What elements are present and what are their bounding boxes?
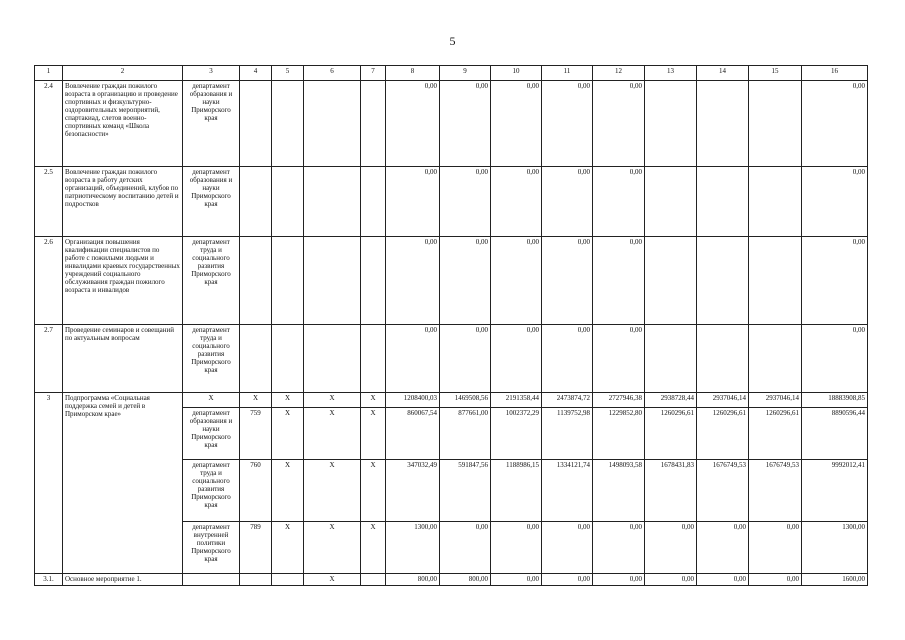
- amount-cell: 0,00: [542, 167, 593, 237]
- table-row: [35, 325, 868, 393]
- cell: [304, 167, 361, 237]
- cell: Х: [272, 408, 304, 460]
- amount-cell: 18883908,85: [802, 393, 868, 408]
- amount-cell: 0,00: [697, 522, 749, 574]
- cell: [272, 167, 304, 237]
- cell: Х: [304, 460, 361, 522]
- amount-cell: 1469508,56: [440, 393, 491, 408]
- amount-cell: 0,00: [386, 167, 440, 237]
- header-cell: 11: [542, 66, 593, 81]
- row-number: 3.1.: [35, 574, 63, 586]
- amount-cell: 800,00: [440, 574, 491, 586]
- program-summary-row: [35, 393, 868, 408]
- amount-cell: 1208400,03: [386, 393, 440, 408]
- row-number: 2.6: [35, 237, 63, 325]
- amount-cell: 1334121,74: [542, 460, 593, 522]
- cell: [304, 237, 361, 325]
- amount-cell: 0,00: [802, 325, 868, 393]
- amount-cell: [697, 237, 749, 325]
- amount-cell: 860067,54: [386, 408, 440, 460]
- amount-cell: [645, 237, 697, 325]
- cell: Х: [272, 460, 304, 522]
- cell: Х: [272, 393, 304, 408]
- amount-cell: 877661,00: [440, 408, 491, 460]
- cell: [272, 81, 304, 167]
- department: департамент образования и науки Приморского края: [183, 81, 240, 167]
- amount-cell: 1139752,98: [542, 408, 593, 460]
- amount-cell: [645, 325, 697, 393]
- amount-cell: 0,00: [440, 81, 491, 167]
- cell: [361, 574, 386, 586]
- amount-cell: [645, 81, 697, 167]
- amount-cell: [697, 325, 749, 393]
- department: департамент внутренней политики Приморского края: [183, 522, 240, 574]
- cell: Х: [183, 393, 240, 408]
- header-cell: 4: [240, 66, 272, 81]
- amount-cell: 2191358,44: [491, 393, 542, 408]
- cell: 759: [240, 408, 272, 460]
- header-cell: 6: [304, 66, 361, 81]
- amount-cell: [749, 167, 802, 237]
- amount-cell: [749, 325, 802, 393]
- cell: Х: [240, 393, 272, 408]
- activity-name: Организация повышения квалификации специалистов по работе с пожилыми людьми и инвалидами краевых государственных учреждений социального обслуживания граждан пожилого возраста и инвалидов: [63, 237, 183, 325]
- amount-cell: 0,00: [440, 237, 491, 325]
- table-row: [35, 81, 868, 167]
- amount-cell: 0,00: [386, 325, 440, 393]
- cell: Х: [304, 408, 361, 460]
- cell: Х: [272, 522, 304, 574]
- amount-cell: 1300,00: [386, 522, 440, 574]
- amount-cell: 1676749,53: [697, 460, 749, 522]
- amount-cell: [697, 167, 749, 237]
- amount-cell: 0,00: [593, 167, 645, 237]
- amount-cell: 0,00: [386, 81, 440, 167]
- amount-cell: 0,00: [749, 574, 802, 586]
- amount-cell: 0,00: [542, 325, 593, 393]
- program-name: Подпрограмма «Социальная поддержка семей и детей в Приморском крае»: [63, 393, 183, 574]
- budget-table: [34, 65, 868, 586]
- amount-cell: 2473874,72: [542, 393, 593, 408]
- header-cell: 7: [361, 66, 386, 81]
- cell: Х: [361, 393, 386, 408]
- amount-cell: 591847,56: [440, 460, 491, 522]
- header-cell: 14: [697, 66, 749, 81]
- cell: [240, 81, 272, 167]
- department: департамент труда и социального развития Приморского края: [183, 460, 240, 522]
- header-cell: 12: [593, 66, 645, 81]
- header-cell: 2: [63, 66, 183, 81]
- amount-cell: 0,00: [802, 81, 868, 167]
- amount-cell: 2937046,14: [697, 393, 749, 408]
- amount-cell: 0,00: [645, 522, 697, 574]
- amount-cell: 0,00: [491, 237, 542, 325]
- amount-cell: 0,00: [542, 237, 593, 325]
- cell: [240, 237, 272, 325]
- header-cell: 3: [183, 66, 240, 81]
- cell: [272, 237, 304, 325]
- amount-cell: 1498093,58: [593, 460, 645, 522]
- cell: [361, 81, 386, 167]
- header-cell: 5: [272, 66, 304, 81]
- row-number: 2.5: [35, 167, 63, 237]
- amount-cell: 0,00: [593, 522, 645, 574]
- amount-cell: 0,00: [593, 574, 645, 586]
- cell: [240, 325, 272, 393]
- amount-cell: 0,00: [802, 237, 868, 325]
- row-number: 2.7: [35, 325, 63, 393]
- cell: [361, 167, 386, 237]
- cell: Х: [361, 522, 386, 574]
- cell: 760: [240, 460, 272, 522]
- amount-cell: [749, 237, 802, 325]
- amount-cell: 0,00: [440, 325, 491, 393]
- table-row: [35, 237, 868, 325]
- header-cell: 1: [35, 66, 63, 81]
- amount-cell: 0,00: [440, 522, 491, 574]
- amount-cell: 347032,49: [386, 460, 440, 522]
- cell: [240, 574, 272, 586]
- amount-cell: 0,00: [593, 81, 645, 167]
- department: департамент труда и социального развития Приморского края: [183, 237, 240, 325]
- activity-name: Основное мероприятие 1.: [63, 574, 183, 586]
- cell: 789: [240, 522, 272, 574]
- activity-name: Вовлечение граждан пожилого возраста в работу детских организаций, объединений, клубов по патриотическому воспитанию детей и подростков: [63, 167, 183, 237]
- amount-cell: 0,00: [593, 237, 645, 325]
- header-cell: 10: [491, 66, 542, 81]
- cell: [361, 237, 386, 325]
- row-number: 3: [35, 393, 63, 574]
- activity-name: Вовлечение граждан пожилого возраста в организацию и проведение спортивных и физкультурно-оздоровительных мероприятий, спартакиад, слетов военно-спортивных команд «Школа безопасности»: [63, 81, 183, 167]
- amount-cell: 0,00: [491, 81, 542, 167]
- activity-name: Проведение семинаров и совещаний по актуальным вопросам: [63, 325, 183, 393]
- amount-cell: [645, 167, 697, 237]
- amount-cell: 2727946,38: [593, 393, 645, 408]
- amount-cell: 1229852,80: [593, 408, 645, 460]
- cell: Х: [304, 574, 361, 586]
- cell: Х: [361, 460, 386, 522]
- amount-cell: 0,00: [542, 522, 593, 574]
- department: департамент труда и социального развития Приморского края: [183, 325, 240, 393]
- amount-cell: 1002372,29: [491, 408, 542, 460]
- cell: [304, 325, 361, 393]
- amount-cell: 1260296,61: [697, 408, 749, 460]
- amount-cell: 1188986,15: [491, 460, 542, 522]
- amount-cell: 800,00: [386, 574, 440, 586]
- amount-cell: 0,00: [491, 325, 542, 393]
- amount-cell: 0,00: [802, 167, 868, 237]
- header-cell: 13: [645, 66, 697, 81]
- header-cell: 9: [440, 66, 491, 81]
- amount-cell: 1300,00: [802, 522, 868, 574]
- amount-cell: 2937046,14: [749, 393, 802, 408]
- amount-cell: 2938728,44: [645, 393, 697, 408]
- header-row: [35, 66, 868, 81]
- cell: Х: [304, 522, 361, 574]
- amount-cell: 0,00: [542, 574, 593, 586]
- department: департамент образования и науки Приморского края: [183, 167, 240, 237]
- amount-cell: 0,00: [491, 522, 542, 574]
- cell: Х: [361, 408, 386, 460]
- amount-cell: 0,00: [542, 81, 593, 167]
- amount-cell: 1260296,61: [645, 408, 697, 460]
- table-row: [35, 167, 868, 237]
- amount-cell: 0,00: [645, 574, 697, 586]
- row-number: 2.4: [35, 81, 63, 167]
- cell: [272, 325, 304, 393]
- cell: [272, 574, 304, 586]
- cell: Х: [304, 393, 361, 408]
- header-cell: 16: [802, 66, 868, 81]
- amount-cell: 8890596,44: [802, 408, 868, 460]
- amount-cell: 1260296,61: [749, 408, 802, 460]
- amount-cell: 1600,00: [802, 574, 868, 586]
- department: департамент образования и науки Приморского края: [183, 408, 240, 460]
- cell: [240, 167, 272, 237]
- department: [183, 574, 240, 586]
- amount-cell: [749, 81, 802, 167]
- amount-cell: 0,00: [593, 325, 645, 393]
- amount-cell: 1676749,53: [749, 460, 802, 522]
- amount-cell: 1678431,83: [645, 460, 697, 522]
- table-row: [35, 574, 868, 586]
- amount-cell: 0,00: [491, 167, 542, 237]
- header-cell: 8: [386, 66, 440, 81]
- amount-cell: 0,00: [749, 522, 802, 574]
- amount-cell: 0,00: [491, 574, 542, 586]
- amount-cell: 9992012,41: [802, 460, 868, 522]
- amount-cell: 0,00: [440, 167, 491, 237]
- amount-cell: 0,00: [697, 574, 749, 586]
- amount-cell: [697, 81, 749, 167]
- page-number: 5: [449, 34, 456, 48]
- cell: [304, 81, 361, 167]
- cell: [361, 325, 386, 393]
- header-cell: 15: [749, 66, 802, 81]
- amount-cell: 0,00: [386, 237, 440, 325]
